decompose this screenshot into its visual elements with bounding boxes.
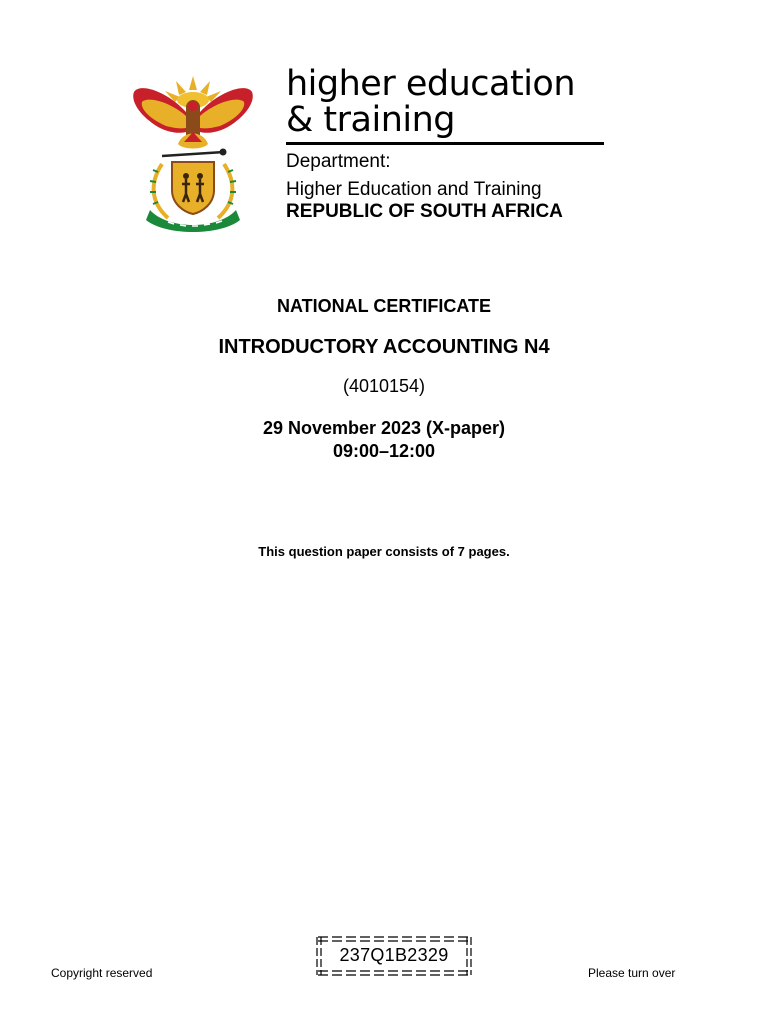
brand-divider <box>286 142 604 145</box>
subject-title: INTRODUCTORY ACCOUNTING N4 <box>218 336 550 358</box>
paper-barcode: 237Q1B2329 <box>339 945 449 965</box>
exam-time: 09:00–12:00 <box>332 441 436 461</box>
coat-of-arms-logo <box>128 72 258 232</box>
certificate-title: NATIONAL CERTIFICATE <box>277 296 491 316</box>
brand-title-line1: higher education <box>286 64 576 104</box>
brand-title-line2: & training <box>286 100 456 140</box>
country-name: REPUBLIC OF SOUTH AFRICA <box>286 201 563 222</box>
turn-over-notice: Please turn over <box>588 966 676 980</box>
paper-barcode-box <box>314 934 474 978</box>
copyright-notice: Copyright reserved <box>51 966 153 980</box>
department-branding <box>286 66 606 223</box>
protea-flower-icon <box>178 132 208 149</box>
ministry-name: Higher Education and Training <box>286 179 542 200</box>
subject-code: (4010154) <box>342 376 426 396</box>
exam-date: 29 November 2023 (X-paper) <box>262 418 506 438</box>
spear-icon <box>162 152 224 156</box>
shield-icon <box>172 162 214 214</box>
department-label: Department: <box>286 151 391 172</box>
page-count-note: This question paper consists of 7 pages. <box>258 544 510 559</box>
